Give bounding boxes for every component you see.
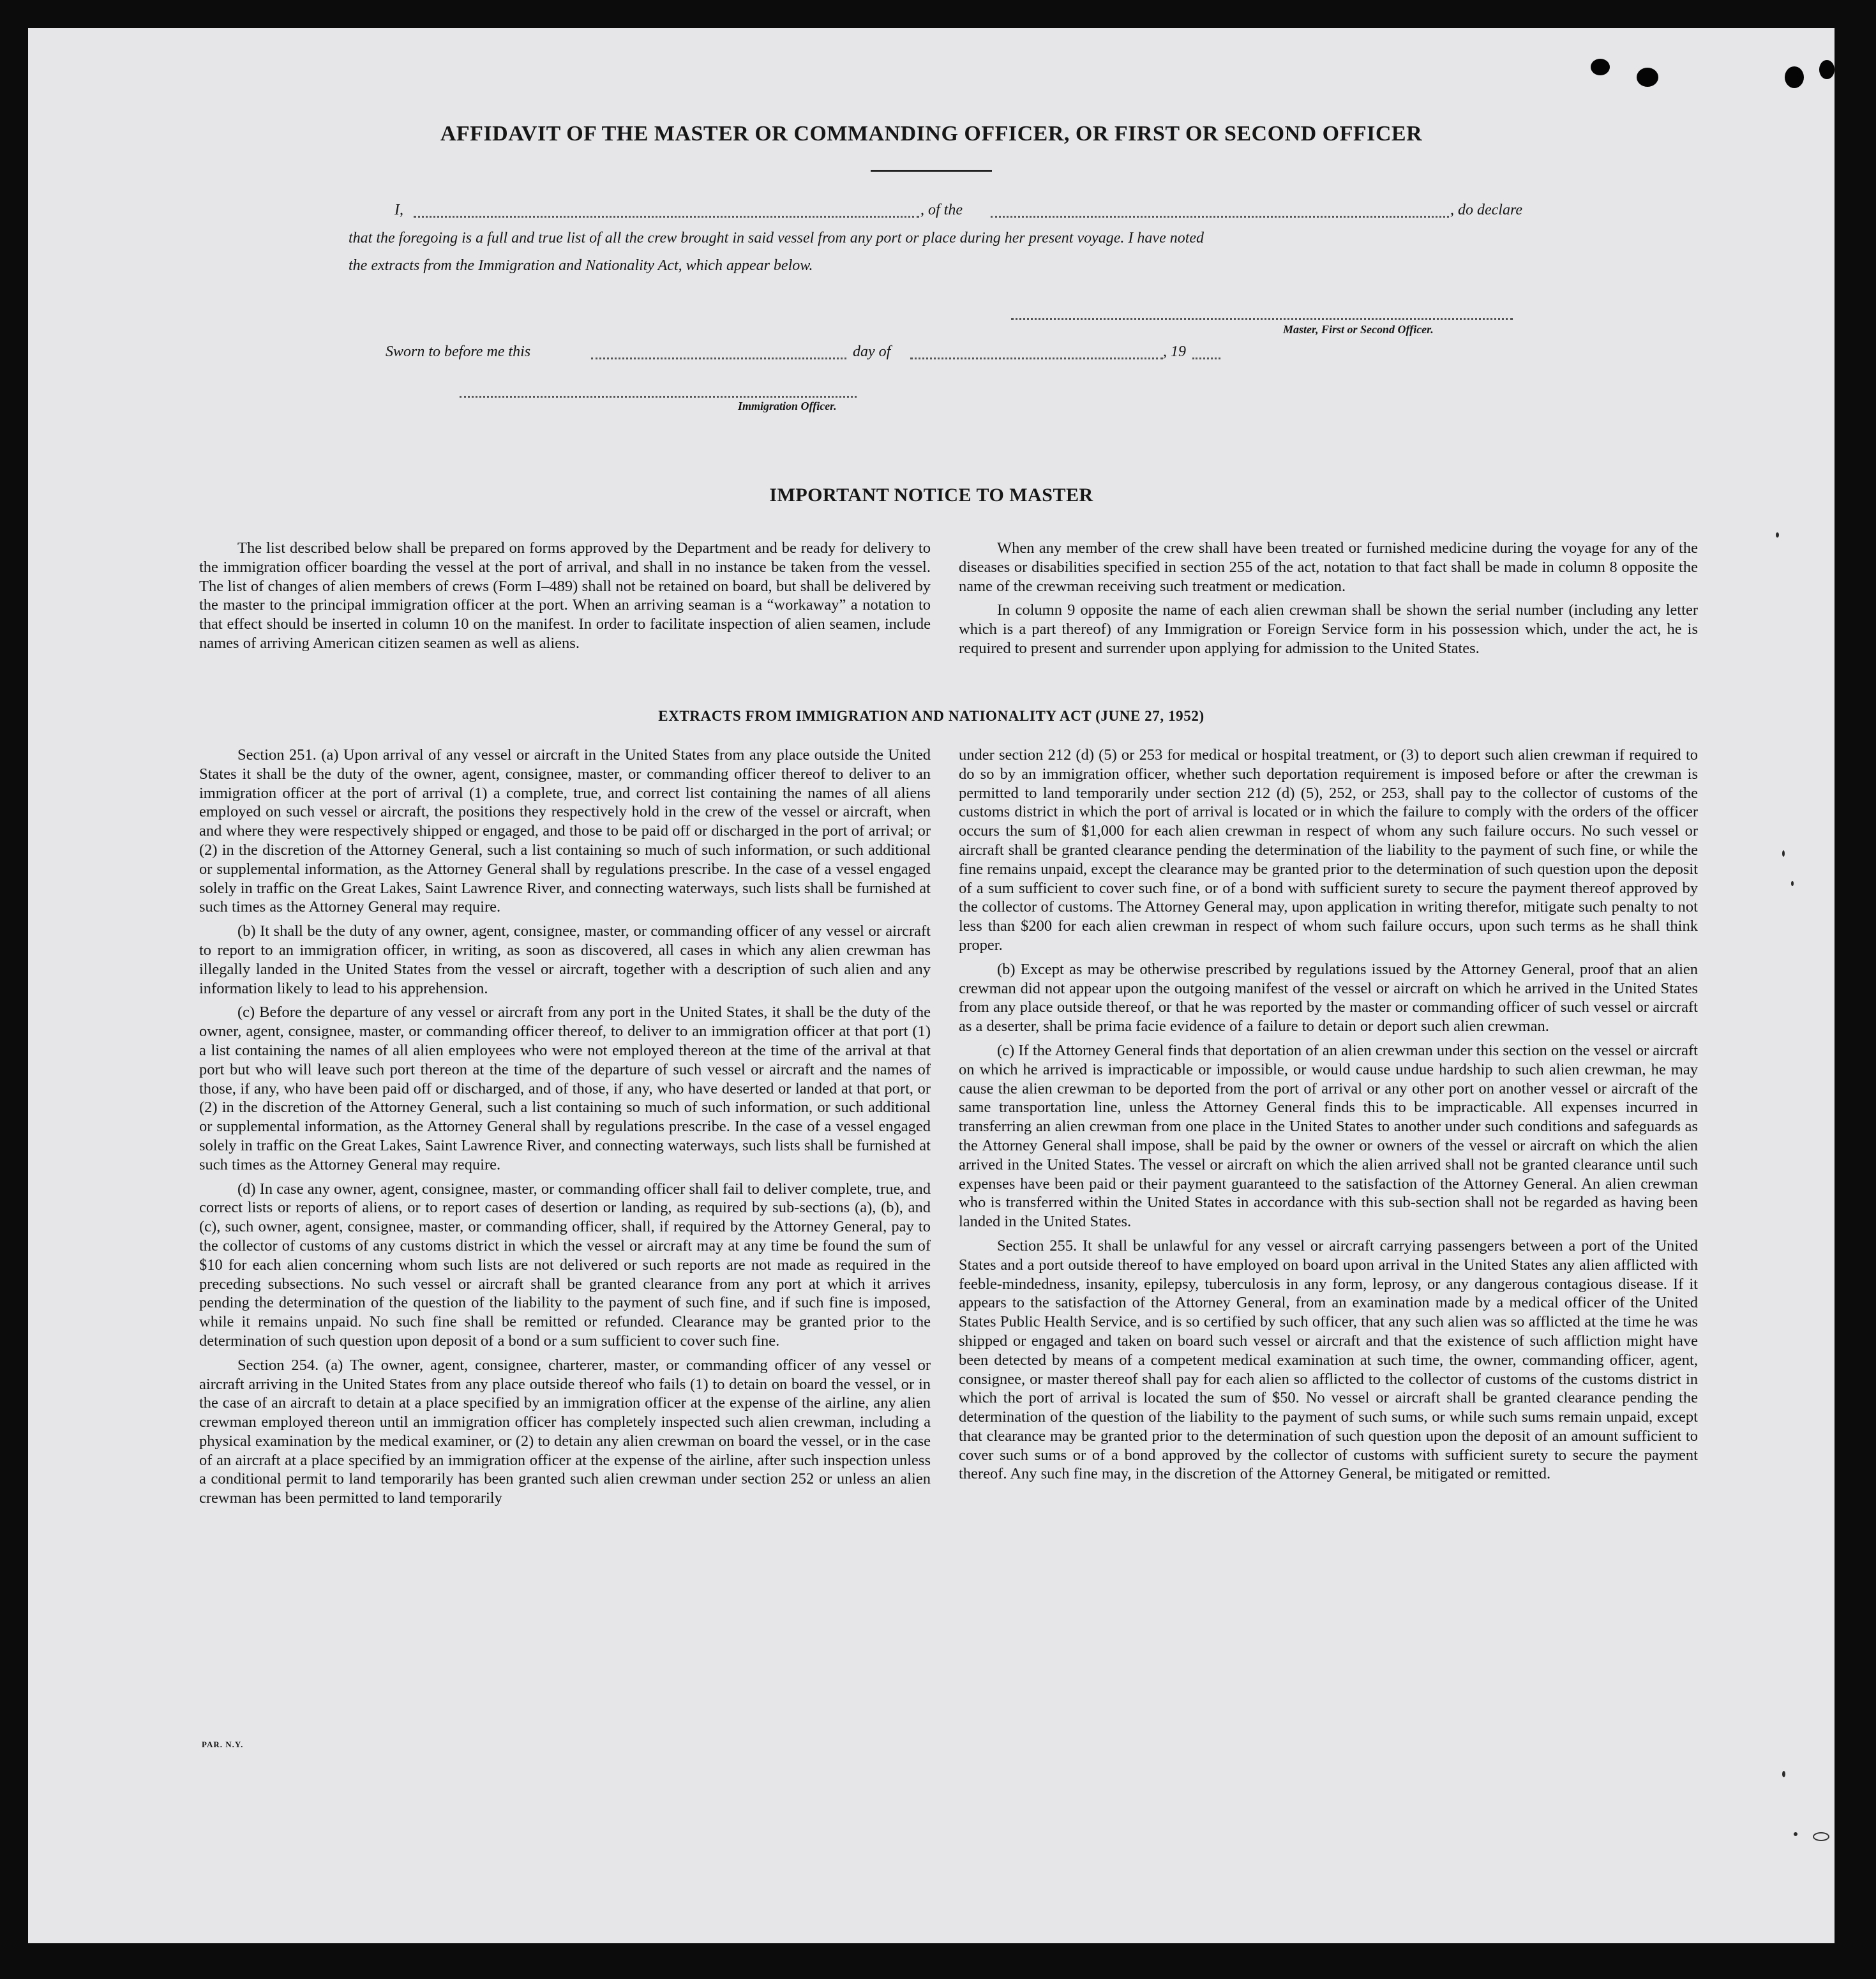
notice-right-column xyxy=(959,539,1698,658)
master-signature-field[interactable] xyxy=(1011,318,1513,320)
sworn-month-field[interactable] xyxy=(910,357,1163,359)
notice-left-column xyxy=(199,539,931,653)
statute-paragraph: (b) It shall be the duty of any owner, agent, consignee, master, or commanding officer of any vessel or aircraft to report to an immigration officer, in writing, as soon as discovered, all cases in which any alien crewman has illegally landed in the United States from the vessel or aircraft, together with a description of such alien and any information likely to lead to his apprehension. xyxy=(199,922,931,997)
immigration-officer-caption: Immigration Officer. xyxy=(738,400,837,412)
sworn-label: Sworn to before me this xyxy=(386,343,531,360)
punch-hole-mark xyxy=(1785,66,1804,88)
declarant-name-field[interactable] xyxy=(414,216,919,218)
sworn-year-field[interactable] xyxy=(1192,357,1220,359)
declaration-line-2: that the foregoing is a full and true list of all the crew brought in said vessel from any port or place during her present voyage. I have noted xyxy=(349,230,1204,246)
scan-speck xyxy=(1813,1832,1829,1841)
do-declare-label: , do declare xyxy=(1450,202,1523,218)
form-page xyxy=(28,28,1835,1943)
declaration-line-3: the extracts from the Immigration and Nationality Act, which appear below. xyxy=(349,257,813,274)
notice-title: IMPORTANT NOTICE TO MASTER xyxy=(769,485,1093,506)
extracts-right-column xyxy=(959,746,1698,1484)
scan-speck xyxy=(1776,532,1779,538)
scan-speck xyxy=(1794,1832,1797,1836)
statute-paragraph: (d) In case any owner, agent, consignee, master, or commanding officer shall fail to deliver complete, true, and correct lists or reports of aliens, or to report cases of desertion or landing, as required by sub-sections (a), (b), and (c), such owner, agent, consignee, master, or commanding officer, shall, if required by the Attorney General, pay to the collector of customs of any customs district in which the vessel or aircraft may at any time be found the sum of $10 for each alien concerning whom such lists are not delivered or such reports are not made as required in the preceding subsections. No such vessel or aircraft shall be granted clearance from any port at which it arrives pending the determination of the question of the liability to the payment of such fine, and if such fine is imposed, while it remains unpaid. No such fine shall be remitted or refunded. Clearance may be granted prior to the determination of such question upon deposit of a bond or a sum sufficient to cover such fine. xyxy=(199,1180,931,1350)
statute-paragraph: (b) Except as may be otherwise prescribed by regulations issued by the Attorney General, proof that an alien crewman did not appear upon the outgoing manifest of the vessel or aircraft on which he arrived in the United States from any place outside thereof, or that he was reported by the master or commanding officer of such vessel or aircraft as a deserter, shall be prima facie evidence of a failure to detain or deport such alien crewman. xyxy=(959,960,1698,1035)
punch-hole-mark xyxy=(1637,68,1658,87)
vessel-name-field[interactable] xyxy=(991,216,1449,218)
of-the-label: , of the xyxy=(920,202,963,218)
scan-speck xyxy=(1782,850,1785,857)
statute-paragraph: under section 212 (d) (5) or 253 for medical or hospital treatment, or (3) to deport such alien crewman if required to do so by an immigration officer, whether such deportation requirement is imposed before or after the crewman is permitted to land temporarily under section 212 (d) (5), 252, or 253, shall pay to the collector of customs of the customs district in which the port of arrival is located or in which the failure to comply with the orders of the officer occurs the sum of $1,000 for each alien crewman in respect of whom any such failure occurs. No such vessel or aircraft shall be granted clearance pending the determination of the liability to the payment of such fine, or while the fine remains unpaid, except the clearance may be granted prior to the determination of such question upon the deposit of a sum sufficient to cover such fine, or of a bond with sufficient surety to secure the payment thereof approved by the collector of customs. The Attorney General may, upon application in writing therefor, mitigate such penalty to not less than $200 for each alien crewman in respect of whom such failure occurs, upon such terms as he shall think proper. xyxy=(959,746,1698,954)
statute-paragraph: Section 255. It shall be unlawful for any vessel or aircraft carrying passengers between a port of the United States and a port outside thereof to have employed on board upon arrival in the United States any alien afflicted with feeble-mindedness, insanity, epilepsy, tuberculosis in any form, leprosy, or any dangerous contagious disease. If it appears to the satisfaction of the Attorney General, from an examination made by a medical officer of the United States Public Health Service, and is so certified by such officer, that any such alien was so afflicted at the time he was shipped or engaged and taken on board such vessel or aircraft and that the existence of such affliction might have been detected by means of a competent medical examination at such time, the owner, commanding officer, agent, consignee, or master thereof shall pay for each alien so afflicted to the collector of customs of the customs district in which the port of arrival is located the sum of $50. No vessel or aircraft shall be granted clearance pending the determination of the question of the liability to the payment of such sums, or while such sums remain unpaid, except that clearance may be granted prior to the determination of such question upon the deposit of an amount sufficient to cover such sums or of a bond approved by the collector of customs with sufficient surety to secure the payment thereof. Any such fine may, in the discretion of the Attorney General, be mitigated or remitted. xyxy=(959,1237,1698,1483)
punch-hole-mark xyxy=(1819,60,1835,79)
declarant-label: I, xyxy=(394,202,403,218)
immigration-officer-signature-field[interactable] xyxy=(460,396,857,398)
year-label: , 19 xyxy=(1163,343,1186,360)
notice-paragraph: In column 9 opposite the name of each alien crewman shall be shown the serial number (including any letter which is a part thereof) of any Immigration or Foreign Service form in his possession which, under the act, he is required to present and surrender upon applying for admission to the United States. xyxy=(959,601,1698,657)
extracts-left-column xyxy=(199,746,931,1508)
notice-paragraph: The list described below shall be prepared on forms approved by the Department and be ready for delivery to the immigration officer boarding the vessel at the port of arrival, and shall in no instance be taken from the vessel. The list of changes of alien members of crews (Form I–489) shall not be retained on board, but shall be delivered by the master to the principal immigration officer at the port. When an arriving seaman is a “workaway” a notation to that effect should be inserted in column 10 on the manifest. In order to facilitate inspection of alien seamen, include names of arriving American citizen seamen as well as aliens. xyxy=(199,539,931,652)
punch-hole-mark xyxy=(1591,59,1610,75)
statute-paragraph: (c) If the Attorney General finds that deportation of an alien crewman under this section on the vessel or aircraft on which he arrived is impracticable or impossible, or would cause undue hardship to such alien crewman, he may cause the alien crewman to be deported from the port of arrival or any other port on another vessel or aircraft of the same transportation line, unless the Attorney General finds this to be impracticable. All expenses incurred in transferring an alien crewman from one place in the United States to another under such conditions and safeguards as the Attorney General shall impose, shall be paid by the owner or owners of the vessel or aircraft on which the alien arrived in the United States. The vessel or aircraft on which the alien arrived shall not be granted clearance until such expenses have been paid or their payment guaranteed to the satisfaction of the Attorney General. An alien crewman who is transferred within the United States in accordance with this sub-section shall not be regarded as having been landed in the United States. xyxy=(959,1041,1698,1231)
scan-speck xyxy=(1782,1771,1785,1777)
sworn-day-field[interactable] xyxy=(591,357,846,359)
extracts-title: EXTRACTS FROM IMMIGRATION AND NATIONALITY ACT (JUNE 27, 1952) xyxy=(658,708,1204,724)
statute-paragraph: (c) Before the departure of any vessel or aircraft from any port in the United States, it shall be the duty of the owner, agent, consignee, master, or commanding officer thereof, to deliver to an immigration officer at that port (1) a list containing the names of all alien employees who were not employed thereon at the time of the arrival at that port but who will leave such port thereon at the time of the departure of such vessel or aircraft and the names of those, if any, who have been paid off or discharged, and of those, if any, who have deserted or landed at that port, or (2) in the discretion of the Attorney General, such a list containing so much of such information, or such additional or supplemental information, as the Attorney General shall by regulations prescribe. In the case of a vessel engaged solely in traffic on the Great Lakes, Saint Lawrence River, and connecting waterways, such lists shall be furnished at such times as the Attorney General may require. xyxy=(199,1004,931,1173)
day-of-label: day of xyxy=(853,343,891,360)
notice-paragraph: When any member of the crew shall have been treated or furnished medicine during the voyage for any of the diseases or disabilities specified in section 255 of the act, notation to that fact shall be made in column 8 opposite the name of the crewman receiving such treatment or medication. xyxy=(959,539,1698,595)
affidavit-title: AFFIDAVIT OF THE MASTER OR COMMANDING OFFICER, OR FIRST OR SECOND OFFICER xyxy=(440,122,1423,146)
statute-paragraph: Section 251. (a) Upon arrival of any vessel or aircraft in the United States from any place outside the United States it shall be the duty of the owner, agent, consignee, master, or commanding officer thereof to deliver to an immigration officer at the port of arrival (1) a complete, true, and correct list containing the names of all aliens employed on such vessel or aircraft, the positions they respectively hold in the crew of the vessel or aircraft, when and where they were respectively shipped or engaged, and those to be paid off or discharged in the port of arrival; or (2) in the discretion of the Attorney General, such a list containing so much of such information, or such additional or supplemental information, as the Attorney General shall by regulations prescribe. In the case of a vessel engaged solely in traffic on the Great Lakes, Saint Lawrence River, and connecting waterways, such lists shall be furnished at such times as the Attorney General may require. xyxy=(199,746,931,916)
master-signature-caption: Master, First or Second Officer. xyxy=(1283,323,1434,336)
scan-speck xyxy=(1791,881,1794,886)
printer-mark: PAR. N.Y. xyxy=(202,1740,244,1749)
title-divider xyxy=(871,170,992,172)
statute-paragraph: Section 254. (a) The owner, agent, consignee, charterer, master, or commanding officer of any vessel or aircraft arriving in the United States from any place outside thereof who fails (1) to detain on board the vessel, or in the case of an aircraft to detain at a place specified by an immigration officer at the expense of the airline, any alien crewman employed thereon until an immigration officer has completely inspected such alien crewman, including a physical examination by the medical examiner, or (2) to detain any alien crewman on board the vessel, or in the case of an aircraft at a place specified by an immigration officer at the expense of the airline, after such inspection unless a conditional permit to land temporarily has been granted such alien crewman under section 252 or unless an alien crewman has been permitted to land temporarily xyxy=(199,1356,931,1507)
